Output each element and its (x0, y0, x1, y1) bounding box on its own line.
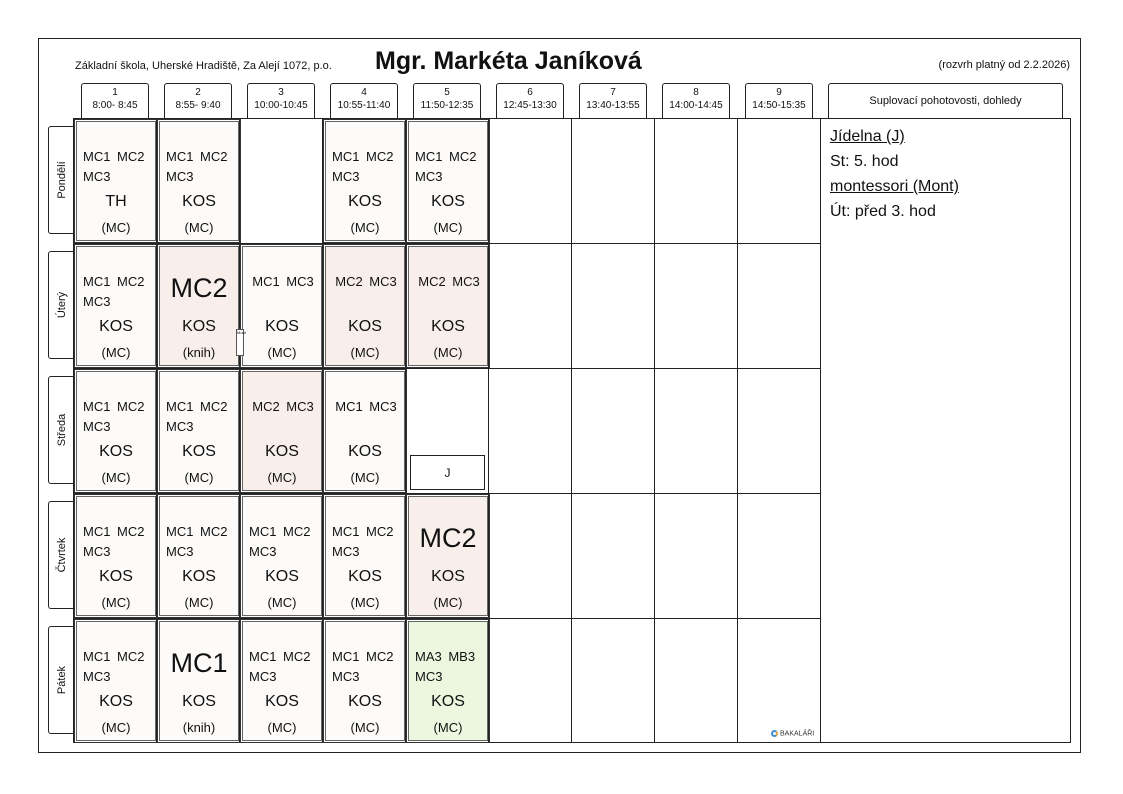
lesson-subject: KOS (431, 193, 465, 210)
lesson-card[interactable] (408, 121, 488, 241)
grid-line (73, 368, 821, 369)
period-header-4 (330, 83, 398, 118)
grid-line (239, 118, 240, 743)
lesson-subject: KOS (265, 568, 299, 585)
day-label-friday (48, 626, 75, 734)
substitution-notes (821, 124, 959, 224)
day-label-thursday (48, 501, 75, 609)
day-name: Čtvrtek (56, 537, 68, 573)
lesson-room: (knih) (182, 345, 216, 360)
lesson-class-large: MC2 (170, 273, 228, 303)
lesson-room: (MC) (184, 470, 214, 485)
lesson-room: (MC) (267, 345, 297, 360)
grid-line (322, 118, 323, 743)
lesson-classes: MC1 MC2 MC3 (166, 524, 228, 559)
period-header-8 (662, 83, 730, 118)
day-label-monday (48, 126, 75, 234)
lesson-classes: MC1 MC2 MC3 (249, 649, 311, 684)
lesson-classes: MC1 MC2 MC3 (83, 524, 145, 559)
lesson-card[interactable] (325, 621, 405, 741)
lesson-subject: KOS (265, 318, 299, 335)
lesson-card[interactable] (325, 246, 405, 366)
day-name: Pátek (56, 665, 68, 695)
lesson-card[interactable] (408, 246, 488, 366)
lesson-subject: KOS (348, 443, 382, 460)
substitution-header: Suplovací pohotovosti, dohledy (828, 83, 1063, 118)
lesson-room: (MC) (267, 595, 297, 610)
lesson-classes: MC1 MC2 MC3 (332, 524, 394, 559)
lesson-card[interactable] (76, 621, 156, 741)
period-number: 3 (278, 87, 284, 98)
grid-line (737, 118, 738, 743)
lesson-subject: KOS (99, 693, 133, 710)
duty-note: Út: před 3. hod (830, 203, 936, 220)
lesson-card[interactable] (242, 496, 322, 616)
period-number: 2 (195, 87, 201, 98)
lesson-subject: KOS (182, 693, 216, 710)
lesson-subject: TH (105, 193, 127, 210)
day-label-wednesday (48, 376, 75, 484)
teacher-name: Mgr. Markéta Janíková (375, 47, 642, 75)
lesson-classes: MC1 MC2 MC3 (415, 149, 477, 184)
lesson-card[interactable] (76, 246, 156, 366)
period-time: 10:00-10:45 (254, 100, 308, 111)
lesson-subject: KOS (182, 318, 216, 335)
day-name: Středa (56, 413, 68, 447)
lesson-room: (MC) (433, 345, 463, 360)
period-time: 13:40-13:55 (586, 100, 640, 111)
period-header-5 (413, 83, 481, 118)
lesson-room: (MC) (101, 220, 131, 235)
grid-line (156, 118, 157, 743)
lesson-classes: MC1 MC2 MC3 (166, 149, 228, 184)
lesson-classes: MC1 MC2 MC3 (83, 274, 145, 309)
period-time: 14:50-15:35 (752, 100, 806, 111)
lesson-room: (MC) (184, 220, 214, 235)
lesson-card[interactable] (242, 371, 322, 491)
period-number: 9 (776, 87, 782, 98)
period-time: 8:55- 9:40 (175, 100, 221, 111)
lesson-classes: MC1 MC3 (252, 274, 314, 289)
lesson-card[interactable] (325, 371, 405, 491)
lesson-subject: KOS (431, 568, 465, 585)
lesson-room: (MC) (350, 220, 380, 235)
day-name: Úterý (56, 291, 68, 319)
period-header-2 (164, 83, 232, 118)
montessori-duty-marker: Mont (236, 329, 244, 356)
bakalari-logo-icon (771, 730, 778, 737)
lesson-card[interactable] (159, 371, 239, 491)
lesson-room: (MC) (350, 595, 380, 610)
lesson-class-large: MC2 (419, 523, 477, 553)
grid-line (73, 618, 821, 619)
lesson-classes: MC1 MC2 MC3 (83, 399, 145, 434)
period-header-6 (496, 83, 564, 118)
lesson-room: (MC) (433, 595, 463, 610)
lesson-classes: MC2 MC3 (252, 399, 314, 414)
period-header-1 (81, 83, 149, 118)
period-number: 4 (361, 87, 367, 98)
lesson-subject: KOS (348, 318, 382, 335)
period-number: 5 (444, 87, 450, 98)
lesson-room: (MC) (267, 720, 297, 735)
lesson-subject: KOS (265, 443, 299, 460)
lesson-subject: KOS (182, 193, 216, 210)
brand-text: BAKALÁŘI (780, 730, 815, 738)
lesson-room: (MC) (101, 720, 131, 735)
lesson-room: (MC) (350, 345, 380, 360)
period-time: 10:55-11:40 (337, 100, 391, 111)
period-header-9 (745, 83, 813, 118)
grid-line (654, 118, 655, 743)
lesson-room: (MC) (350, 720, 380, 735)
duty-note: Jídelna (J) (830, 128, 905, 145)
lesson-subject: KOS (431, 693, 465, 710)
lesson-card[interactable] (325, 496, 405, 616)
lesson-card[interactable] (325, 121, 405, 241)
grid-line (73, 243, 821, 244)
period-number: 7 (610, 87, 616, 98)
lesson-room: (MC) (433, 720, 463, 735)
lesson-classes: MC1 MC2 MC3 (332, 149, 394, 184)
day-name: Pondělí (56, 161, 68, 199)
lesson-classes: MC1 MC2 MC3 (166, 399, 228, 434)
lesson-subject: KOS (182, 443, 216, 460)
period-number: 8 (693, 87, 699, 98)
grid-line (571, 118, 572, 743)
lesson-classes: MA3 MB3 MC3 (415, 649, 476, 684)
period-header-7 (579, 83, 647, 118)
lesson-room: (MC) (267, 470, 297, 485)
lesson-card[interactable] (76, 121, 156, 241)
lesson-subject: KOS (99, 318, 133, 335)
lesson-card[interactable] (242, 621, 322, 741)
bakalari-logo (771, 730, 814, 737)
lesson-room: (MC) (350, 470, 380, 485)
lesson-subject: KOS (99, 568, 133, 585)
lesson-card[interactable] (76, 371, 156, 491)
lesson-room: (MC) (433, 220, 463, 235)
duty-note: montessori (Mont) (830, 178, 959, 195)
period-time: 11:50-12:35 (420, 100, 474, 111)
lesson-subject: KOS (348, 193, 382, 210)
lesson-subject: KOS (265, 693, 299, 710)
grid-line (73, 493, 821, 494)
lesson-classes: MC2 MC3 (418, 274, 480, 289)
period-time: 14:00-14:45 (669, 100, 723, 111)
period-time: 12:45-13:30 (503, 100, 557, 111)
lesson-subject: KOS (99, 443, 133, 460)
lesson-room: (MC) (101, 345, 131, 360)
lesson-card[interactable] (76, 496, 156, 616)
lesson-classes: MC1 MC2 MC3 (83, 149, 145, 184)
school-name: Základní škola, Uherské Hradiště, Za Alejí 1072, p.o. (75, 60, 332, 72)
lesson-room: (MC) (184, 595, 214, 610)
lesson-card[interactable] (159, 496, 239, 616)
lesson-subject: KOS (431, 318, 465, 335)
lesson-room: (knih) (182, 720, 216, 735)
period-time: 8:00- 8:45 (92, 100, 138, 111)
grid-line (488, 118, 489, 743)
lesson-card[interactable] (408, 621, 488, 741)
lesson-classes: MC1 MC2 MC3 (83, 649, 145, 684)
day-label-tuesday (48, 251, 75, 359)
lesson-subject: KOS (348, 693, 382, 710)
grid-line (405, 118, 406, 743)
lesson-room: (MC) (101, 470, 131, 485)
lesson-card[interactable] (242, 246, 322, 366)
canteen-duty-box: J (410, 455, 485, 490)
lesson-classes: MC1 MC2 MC3 (249, 524, 311, 559)
validity-note: (rozvrh platný od 2.2.2026) (938, 59, 1070, 71)
period-header-3 (247, 83, 315, 118)
duty-note: St: 5. hod (830, 153, 899, 170)
period-number: 1 (112, 87, 118, 98)
lesson-card[interactable] (159, 246, 239, 366)
lesson-class-large: MC1 (170, 648, 228, 678)
lesson-room: (MC) (101, 595, 131, 610)
lesson-card[interactable] (159, 121, 239, 241)
lesson-classes: MC1 MC2 MC3 (332, 649, 394, 684)
lesson-card[interactable] (408, 496, 488, 616)
lesson-card[interactable] (159, 621, 239, 741)
lesson-subject: KOS (348, 568, 382, 585)
lesson-classes: MC1 MC3 (335, 399, 397, 414)
lesson-subject: KOS (182, 568, 216, 585)
period-number: 6 (527, 87, 533, 98)
lesson-classes: MC2 MC3 (335, 274, 397, 289)
